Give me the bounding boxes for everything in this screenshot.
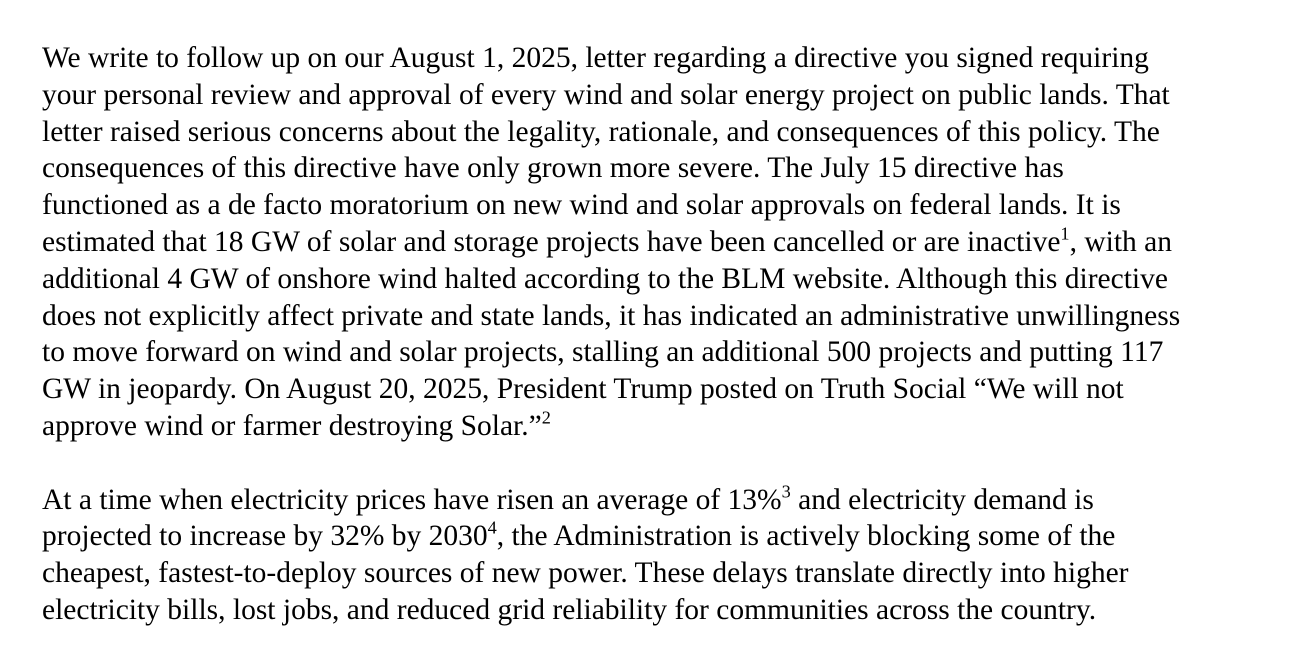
text-run: At a time when electricity prices have risen an average of 13% [42, 483, 782, 516]
text-run: additional 4 GW of onshore wind halted according to the BLM website. Although this directive [42, 262, 1168, 295]
text-line [42, 555, 1282, 592]
text-run: does not explicitly affect private and state lands, it has indicated an administrative unwillingness [42, 299, 1181, 332]
text-line [42, 371, 1282, 408]
footnote-marker: 1 [1060, 223, 1070, 244]
text-run: letter raised serious concerns about the legality, rationale, and consequences of this policy. The [42, 115, 1160, 148]
footnote-marker: 2 [541, 407, 551, 428]
text-line [42, 224, 1282, 261]
text-line [42, 114, 1282, 151]
text-run: approve wind or farmer destroying Solar.” [42, 409, 542, 442]
text-run: cheapest, fastest-to-deploy sources of new power. These delays translate directly into higher [42, 557, 1129, 590]
footnote-marker: 4 [487, 518, 497, 539]
text-run: your personal review and approval of every wind and solar energy project on public lands. That [42, 78, 1170, 111]
paragraph-directive-followup [42, 40, 1282, 445]
text-line [42, 482, 1282, 519]
text-line [42, 187, 1282, 224]
footnote-marker: 3 [781, 481, 791, 502]
text-line [42, 408, 1282, 445]
text-line [42, 592, 1282, 629]
text-line [42, 77, 1282, 114]
text-run: electricity bills, lost jobs, and reduced grid reliability for communities across the country. [42, 593, 1097, 626]
text-run: , the Administration is actively blocking some of the [496, 520, 1116, 553]
text-line [42, 518, 1282, 555]
text-run: We write to follow up on our August 1, 2025, letter regarding a directive you signed requiring [42, 42, 1149, 74]
text-line [42, 261, 1282, 298]
text-line [42, 40, 1282, 77]
text-run: GW in jeopardy. On August 20, 2025, President Trump posted on Truth Social “We will not [42, 373, 1124, 406]
text-run: , with an [1069, 225, 1172, 258]
text-run: to move forward on wind and solar projects, stalling an additional 500 projects and putting 117 [42, 336, 1164, 369]
text-run: projected to increase by 32% by 2030 [42, 520, 488, 553]
text-line [42, 334, 1282, 371]
letter-body [42, 40, 1282, 629]
text-line [42, 150, 1282, 187]
text-run: functioned as a de facto moratorium on new wind and solar approvals on federal lands. It is [42, 189, 1121, 222]
text-run: estimated that 18 GW of solar and storage projects have been cancelled or are inactive [42, 225, 1061, 258]
text-line [42, 298, 1282, 335]
paragraph-electricity-prices [42, 482, 1282, 629]
text-run: consequences of this directive have only grown more severe. The July 15 directive has [42, 152, 1064, 185]
text-run: and electricity demand is [790, 483, 1094, 516]
